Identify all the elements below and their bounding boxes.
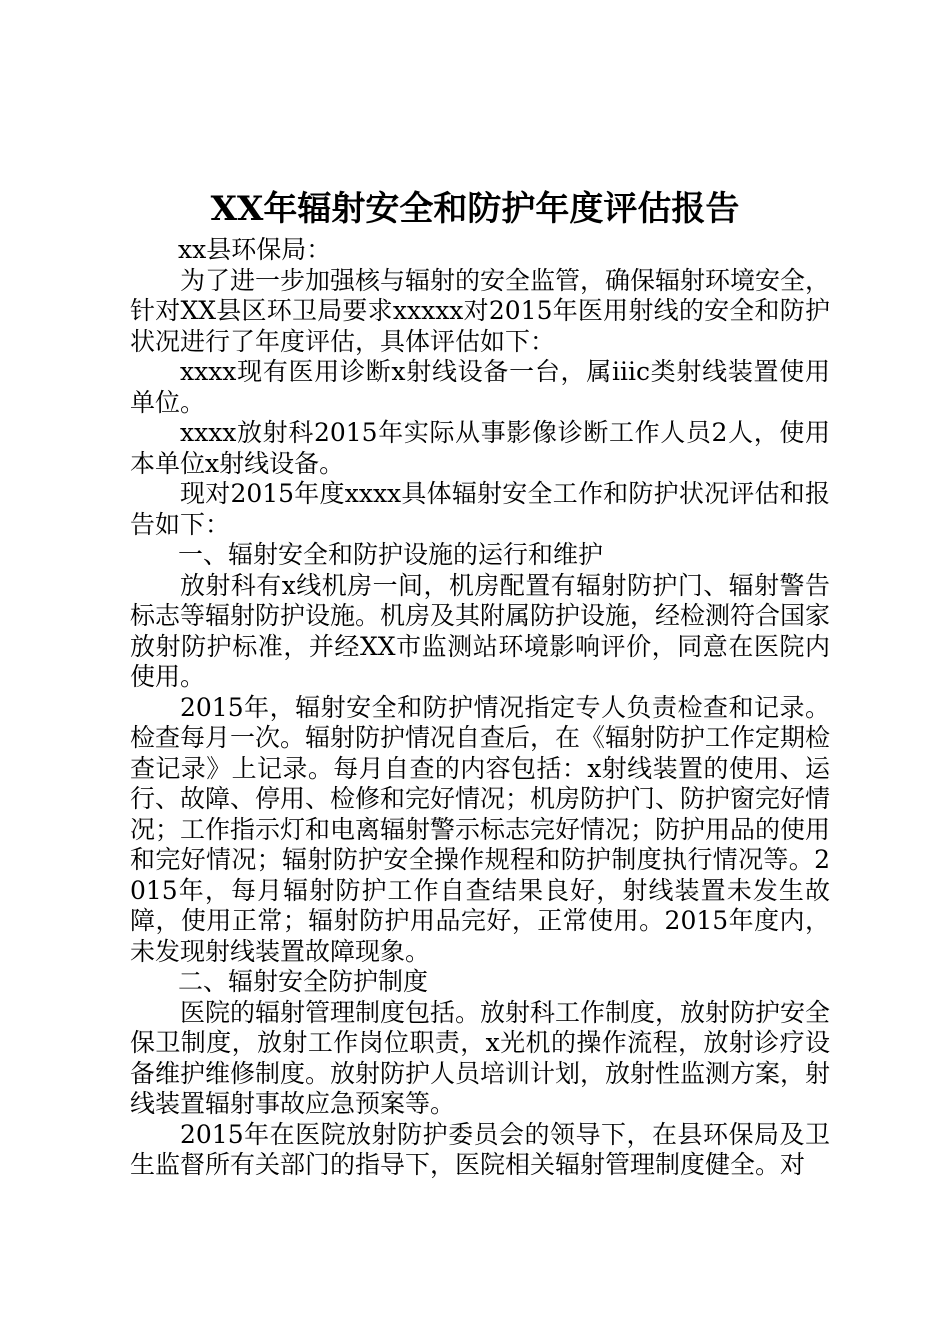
report-lead-paragraph: 现对2015年度xxxx具体辐射安全工作和防护状况评估和报告如下：	[130, 479, 830, 539]
section-2-paragraph: 2015年在医院放射防护委员会的领导下，在县环保局及卫生监督所有关部门的指导下，医院相关辐射管理制度健全。对	[130, 1119, 830, 1179]
intro-paragraph: 为了进一步加强核与辐射的安全监管，确保辐射环境安全，针对XX县区环卫局要求xxxxx对2015年医用射线的安全和防护状况进行了年度评估，具体评估如下：	[130, 265, 831, 356]
document-title: XX年辐射安全和防护年度评估报告	[210, 189, 740, 229]
salutation: xx县环保局：	[178, 235, 332, 264]
equipment-paragraph: xxxx现有医用诊断x射线设备一台，属iiic类射线装置使用单位。	[130, 357, 830, 417]
section-2-paragraph: 医院的辐射管理制度包括。放射科工作制度，放射防护安全保卫制度，放射工作岗位职责，x光机的操作流程，放射诊疗设备维护维修制度。放射防护人员培训计划，放射性监测方案，射线装置辐射事故应急预案等。	[130, 997, 831, 1118]
staff-paragraph: xxxx放射科2015年实际从事影像诊断工作人员2人，使用本单位x射线设备。	[130, 418, 830, 478]
section-1-heading: 一、辐射安全和防护设施的运行和维护	[178, 540, 604, 569]
document-body	[130, 235, 830, 1181]
section-1-paragraph: 放射科有x线机房一间，机房配置有辐射防护门、辐射警告标志等辐射防护设施。机房及其附属防护设施，经检测符合国家放射防护标准，并经XX市监测站环境影响评价，同意在医院内使用。	[130, 570, 831, 691]
section-1-paragraph: 2015年，辐射安全和防护情况指定专人负责检查和记录。检查每月一次。辐射防护情况自查后，在《辐射防护工作定期检查记录》上记录。每月自查的内容包括：x射线装置的使用、运行、故障、停用、检修和完好情况；机房防护门、防护窗完好情况；工作指示灯和电离辐射警示标志完好情况；防护用品的使用和完好情况；辐射防护安全操作规程和防护制度执行情况等。2015年，每月辐射防护工作自查结果良好，射线装置未发生故障，使用正常；辐射防护用品完好，正常使用。2015年度内，未发现射线装置故障现象。	[130, 692, 831, 966]
section-2-heading: 二、辐射安全防护制度	[178, 967, 429, 996]
